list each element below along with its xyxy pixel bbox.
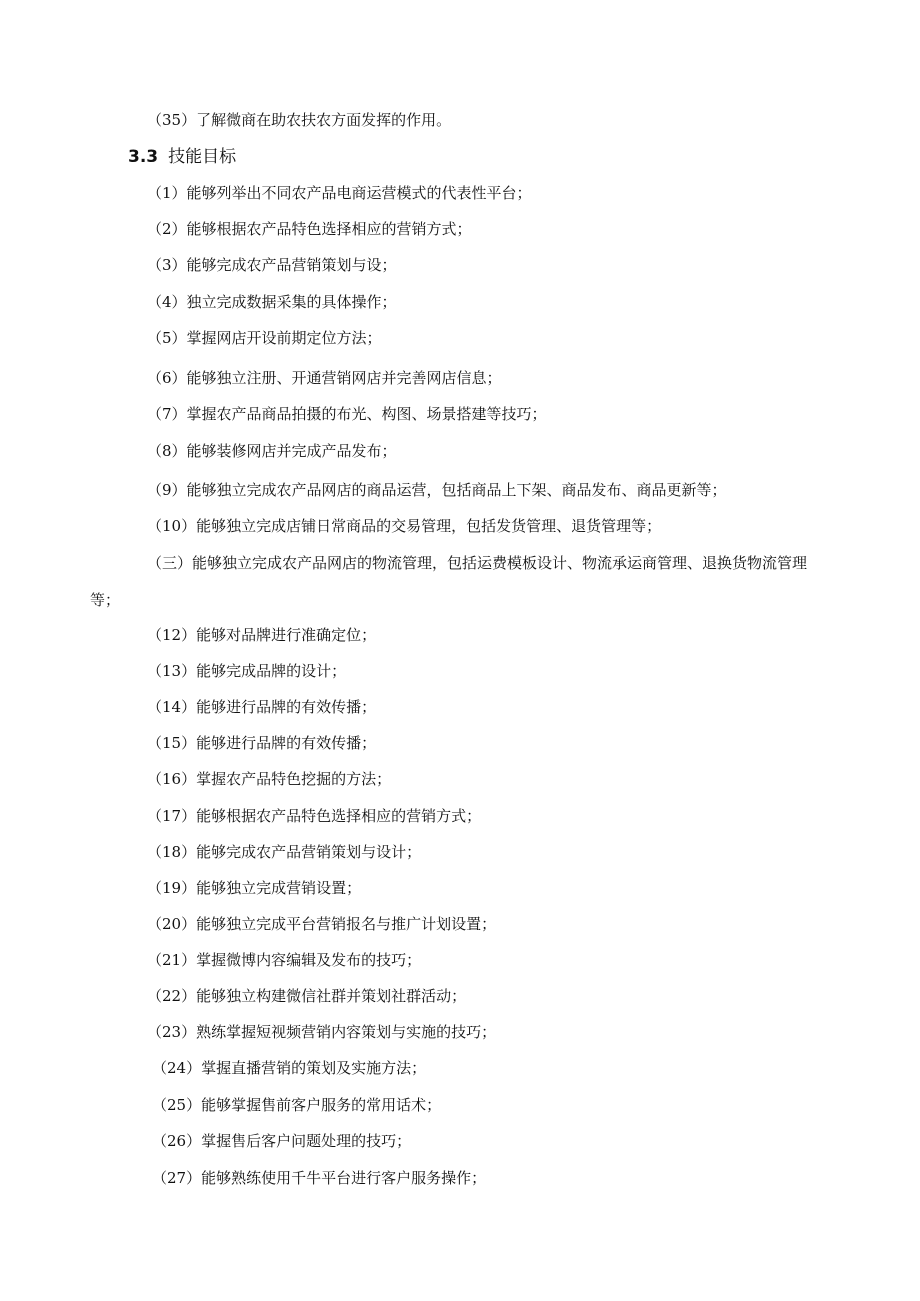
list-item: （1）能够列举出不同农产品电商运营模式的代表性平台； xyxy=(147,184,532,202)
list-item: （3）能够完成农产品营销策划与设； xyxy=(147,256,397,274)
list-item: （24）掌握直播营销的策划及实施方法； xyxy=(152,1059,427,1077)
section-title: 技能目标 xyxy=(168,147,237,167)
list-item: （7）掌握农产品商品拍摄的布光、构图、场景搭建等技巧； xyxy=(147,405,547,423)
list-item: （三）能够独立完成农产品网店的物流管理，包括运费模板设计、物流承运商管理、退换货物流管理 xyxy=(147,554,808,572)
list-item: （27）能够熟练使用千牛平台进行客户服务操作； xyxy=(152,1169,487,1187)
list-item: （18）能够完成农产品营销策划与设计； xyxy=(147,843,422,861)
list-item: （23）熟练掌握短视频营销内容策划与实施的技巧； xyxy=(147,1023,497,1041)
list-item: （12）能够对品牌进行准确定位； xyxy=(147,626,377,644)
list-item: （5）掌握网店开设前期定位方法； xyxy=(147,329,382,347)
list-item: （14）能够进行品牌的有效传播； xyxy=(147,698,377,716)
list-item: （13）能够完成品牌的设计； xyxy=(147,662,347,680)
list-item: （4）独立完成数据采集的具体操作； xyxy=(147,293,397,311)
list-item: （21）掌握微博内容编辑及发布的技巧； xyxy=(147,951,422,969)
list-item: （6）能够独立注册、开通营销网店并完善网店信息； xyxy=(147,369,502,387)
list-item: （19）能够独立完成营销设置； xyxy=(147,879,362,897)
section-heading xyxy=(128,145,236,169)
section-number: 3.3 xyxy=(128,147,159,167)
list-item: （15）能够进行品牌的有效传播； xyxy=(147,734,377,752)
list-item: （26）掌握售后客户问题处理的技巧； xyxy=(152,1132,412,1150)
list-item-wrap: 等； xyxy=(90,591,121,609)
list-item: （16）掌握农产品特色挖掘的方法； xyxy=(147,770,392,788)
list-item: （10）能够独立完成店铺日常商品的交易管理，包括发货管理、退货管理等； xyxy=(147,517,662,535)
intro-item-35: （35）了解微商在助农扶农方面发挥的作用。 xyxy=(147,111,452,129)
list-item: （17）能够根据农产品特色选择相应的营销方式； xyxy=(147,807,482,825)
list-item: （22）能够独立构建微信社群并策划社群活动； xyxy=(147,987,467,1005)
list-item: （8）能够装修网店并完成产品发布； xyxy=(147,442,397,460)
list-item: （2）能够根据农产品特色选择相应的营销方式； xyxy=(147,220,472,238)
list-item: （9）能够独立完成农产品网店的商品运营，包括商品上下架、商品发布、商品更新等； xyxy=(147,481,727,499)
list-item: （20）能够独立完成平台营销报名与推广计划设置； xyxy=(147,915,497,933)
list-item: （25）能够掌握售前客户服务的常用话术； xyxy=(152,1096,442,1114)
